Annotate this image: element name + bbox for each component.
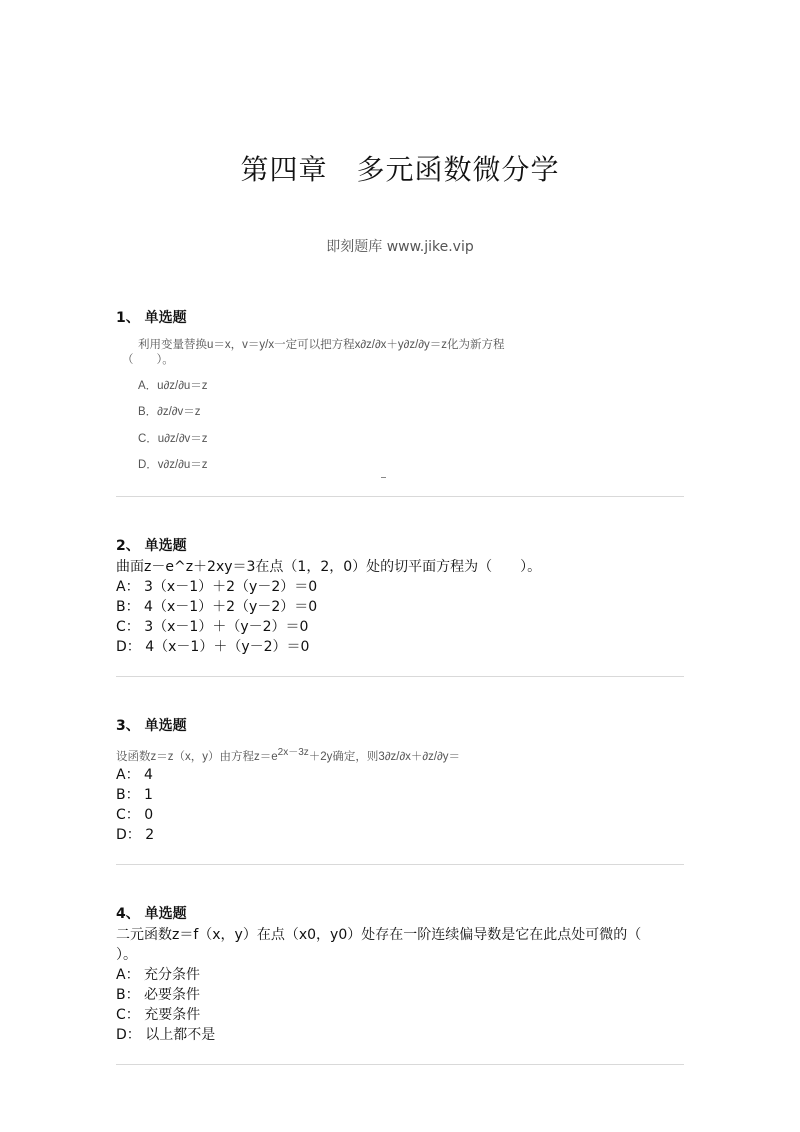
question-3-stem-part-b: ＋2y确定，则3∂z/∂x＋∂z/∂y＝	[308, 750, 460, 763]
separator	[116, 864, 684, 865]
question-4-option-b: B： 必要条件	[116, 987, 201, 1003]
question-1-option-b: B．∂z/∂v＝z	[138, 406, 201, 418]
question-2-header: 2、 单选题	[116, 538, 187, 554]
question-3-stem-exponent: 2x－3z	[277, 747, 309, 758]
question-1-option-c: C．u∂z/∂v＝z	[138, 433, 208, 445]
question-3-stem-part-a: 设函数z＝z（x，y）由方程z＝e	[116, 750, 278, 763]
separator	[116, 1064, 684, 1065]
separator	[116, 496, 684, 497]
question-3-option-b: B： 1	[116, 787, 153, 803]
question-4-option-d: D： 以上都不是	[116, 1027, 216, 1043]
question-2-option-a: A： 3（x－1）＋2（y－2）＝0	[116, 579, 318, 595]
question-2-option-b: B： 4（x－1）＋2（y－2）＝0	[116, 599, 318, 615]
question-4-stem-line1: 二元函数z＝f（x，y）在点（x0，y0）处存在一阶连续偏导数是它在此点处可微的（	[116, 927, 642, 943]
question-1-option-a: A．u∂z/∂u＝z	[138, 380, 208, 392]
question-3-header: 3、 单选题	[116, 718, 187, 734]
separator	[116, 676, 684, 677]
question-1-header: 1、 单选题	[116, 310, 187, 326]
question-1-stem-line1: 利用变量替换u＝x，v＝y/x一定可以把方程x∂z/∂x＋y∂z/∂y＝z化为新方程	[138, 339, 505, 351]
question-4-option-c: C： 充要条件	[116, 1007, 201, 1023]
question-3-stem	[116, 743, 460, 764]
question-4-header: 4、 单选题	[116, 906, 187, 922]
source-line: 即刻题库 www.jike.vip	[326, 239, 474, 255]
question-3-option-a: A： 4	[116, 767, 153, 783]
question-2-stem: 曲面z－e^z＋2xy＝3在点（1，2，0）处的切平面方程为（ ）。	[116, 559, 542, 575]
question-3-option-c: C： 0	[116, 807, 154, 823]
question-4-stem-line2: ）。	[116, 947, 137, 963]
page-title: 第四章 多元函数微分学	[240, 153, 560, 186]
question-3-option-d: D： 2	[116, 827, 155, 843]
question-2-option-c: C： 3（x－1）＋（y－2）＝0	[116, 619, 309, 635]
image-artifact-dash	[381, 477, 386, 478]
question-1-option-d: D．v∂z/∂u＝z	[138, 459, 208, 471]
question-1-stem-line2: （ ）。	[122, 354, 174, 366]
question-2-option-d: D： 4（x－1）＋（y－2）＝0	[116, 639, 310, 655]
question-4-option-a: A： 充分条件	[116, 967, 201, 983]
